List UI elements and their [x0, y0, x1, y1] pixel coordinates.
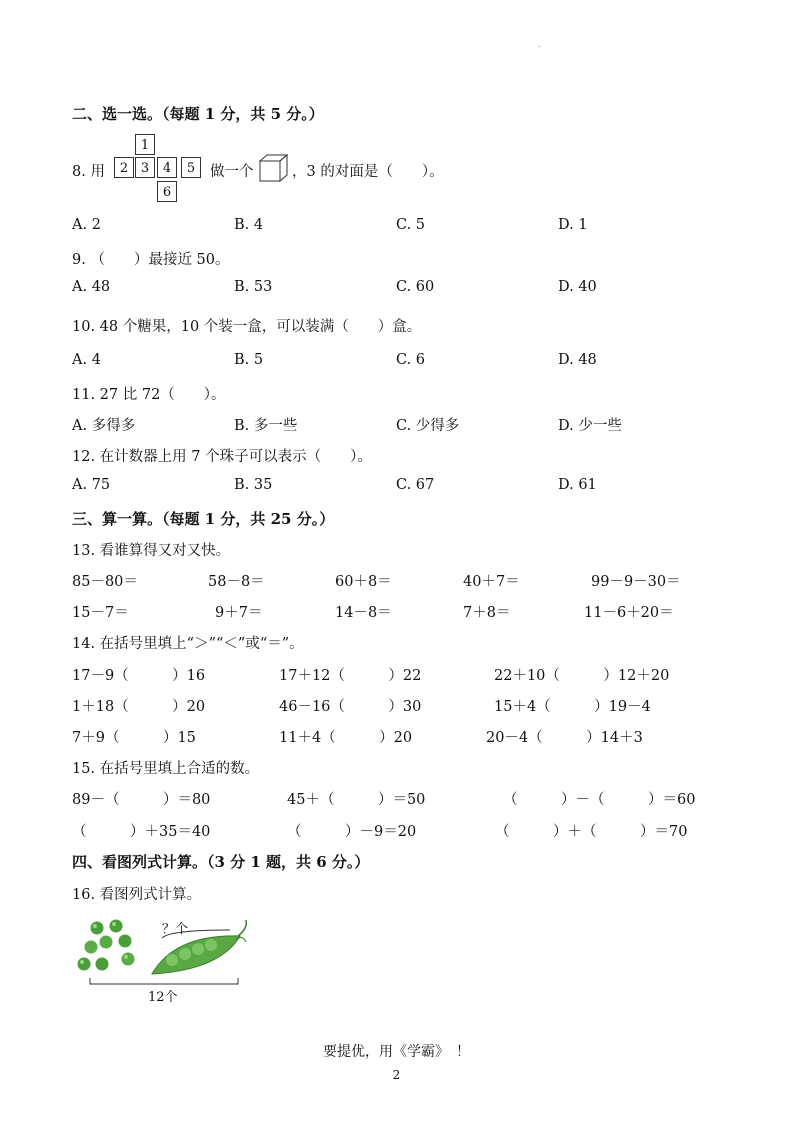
q13-item: 99－9－30＝: [591, 574, 681, 590]
q13-item: 11－6＋20＝: [584, 605, 674, 621]
q13-item: 60＋8＝: [335, 574, 392, 590]
q8-prefix: 8. 用: [72, 164, 105, 180]
q11-option-d[interactable]: D. 少一些: [558, 418, 622, 434]
q9-text: 9. （ ）最接近 50。: [72, 252, 230, 268]
net-cell-3: 3: [135, 157, 155, 178]
q16-text: 16. 看图列式计算。: [72, 887, 202, 903]
q8-option-d[interactable]: D. 1: [558, 217, 588, 233]
q14-item: 11＋4（ ）20: [279, 730, 413, 746]
q13-item: 58－8＝: [208, 574, 265, 590]
q14-item: 20－4（ ）14＋3: [486, 730, 643, 746]
q15-text: 15. 在括号里填上合适的数。: [72, 761, 260, 777]
q11-text: 11. 27 比 72（ ）。: [72, 387, 226, 403]
q8-option-c[interactable]: C. 5: [396, 217, 426, 233]
q12-option-a[interactable]: A. 75: [72, 477, 111, 493]
q9-option-a[interactable]: A. 48: [72, 279, 111, 295]
net-cell-1: 1: [135, 134, 155, 155]
net-cell-5: 5: [181, 157, 201, 178]
q13-item: 15－7＝: [72, 605, 129, 621]
q10-option-c[interactable]: C. 6: [396, 352, 426, 368]
q13-item: 9＋7＝: [215, 605, 263, 621]
q10-option-d[interactable]: D. 48: [558, 352, 597, 368]
q13-item: 7＋8＝: [463, 605, 511, 621]
scan-dot: .: [538, 40, 541, 49]
q15-item: 89－（ ）＝80: [72, 792, 211, 808]
q14-item: 17－9（ ）16: [72, 668, 206, 684]
q11-option-b[interactable]: B. 多一些: [234, 418, 298, 434]
net-cell-4: 4: [157, 157, 177, 178]
q14-item: 46－16（ ）30: [279, 699, 422, 715]
footer-slogan: 要提优，用《学霸》 ！: [323, 1044, 470, 1060]
q8-suffix: ，3 的对面是（ ）。: [292, 164, 444, 180]
q12-option-b[interactable]: B. 35: [234, 477, 273, 493]
q14-item: 1＋18（ ）20: [72, 699, 206, 715]
q14-text: 14. 在括号里填上“＞”“＜”或“＝”。: [72, 636, 304, 652]
q13-item: 40＋7＝: [463, 574, 520, 590]
q9-option-b[interactable]: B. 53: [234, 279, 273, 295]
q12-text: 12. 在计数器上用 7 个珠子可以表示（ ）。: [72, 449, 372, 465]
q9-option-d[interactable]: D. 40: [558, 279, 597, 295]
q13-item: 85－80＝: [72, 574, 138, 590]
q13-item: 14－8＝: [335, 605, 392, 621]
q14-item: 22＋10（ ）12＋20: [494, 668, 670, 684]
q10-option-a[interactable]: A. 4: [72, 352, 101, 368]
total-label: 12个: [148, 990, 178, 1005]
q12-option-c[interactable]: C. 67: [396, 477, 435, 493]
q10-option-b[interactable]: B. 5: [234, 352, 264, 368]
q13-text: 13. 看谁算得又对又快。: [72, 543, 231, 559]
page-number: 2: [392, 1068, 401, 1082]
q15-item: （ ）－9＝20: [287, 824, 417, 840]
q8-option-b[interactable]: B. 4: [234, 217, 264, 233]
q14-item: 15＋4（ ）19－4: [494, 699, 651, 715]
loose-peas: [78, 920, 135, 971]
q8-option-a[interactable]: A. 2: [72, 217, 101, 233]
q15-item: 45＋（ ）＝50: [287, 792, 426, 808]
section-3-title: 三、算一算。（每题 1 分，共 25 分。）: [72, 510, 335, 528]
q14-item: 17＋12（ ）22: [279, 668, 422, 684]
q12-option-d[interactable]: D. 61: [558, 477, 597, 493]
net-cell-6: 6: [157, 181, 177, 202]
q15-item: （ ）＋35＝40: [72, 824, 211, 840]
cube-icon: [258, 153, 290, 183]
q15-item: （ ）＋（ ）＝70: [495, 824, 688, 840]
q11-option-c[interactable]: C. 少得多: [396, 418, 460, 434]
q15-item: （ ）－（ ）＝60: [503, 792, 696, 808]
section-4-title: 四、看图列式计算。（3 分 1 题，共 6 分。）: [72, 853, 370, 871]
q9-option-c[interactable]: C. 60: [396, 279, 435, 295]
q10-text: 10. 48 个糖果，10 个装一盒，可以装满（ ）盒。: [72, 319, 422, 335]
section-2-title: 二、选一选。（每题 1 分，共 5 分。）: [72, 105, 324, 123]
net-cell-2: 2: [114, 157, 134, 178]
q8-middle: 做一个: [210, 164, 254, 180]
q14-item: 7＋9（ ）15: [72, 730, 196, 746]
question-label: ？个: [162, 922, 189, 937]
q11-option-a[interactable]: A. 多得多: [72, 418, 136, 434]
total-brace: [90, 978, 238, 984]
